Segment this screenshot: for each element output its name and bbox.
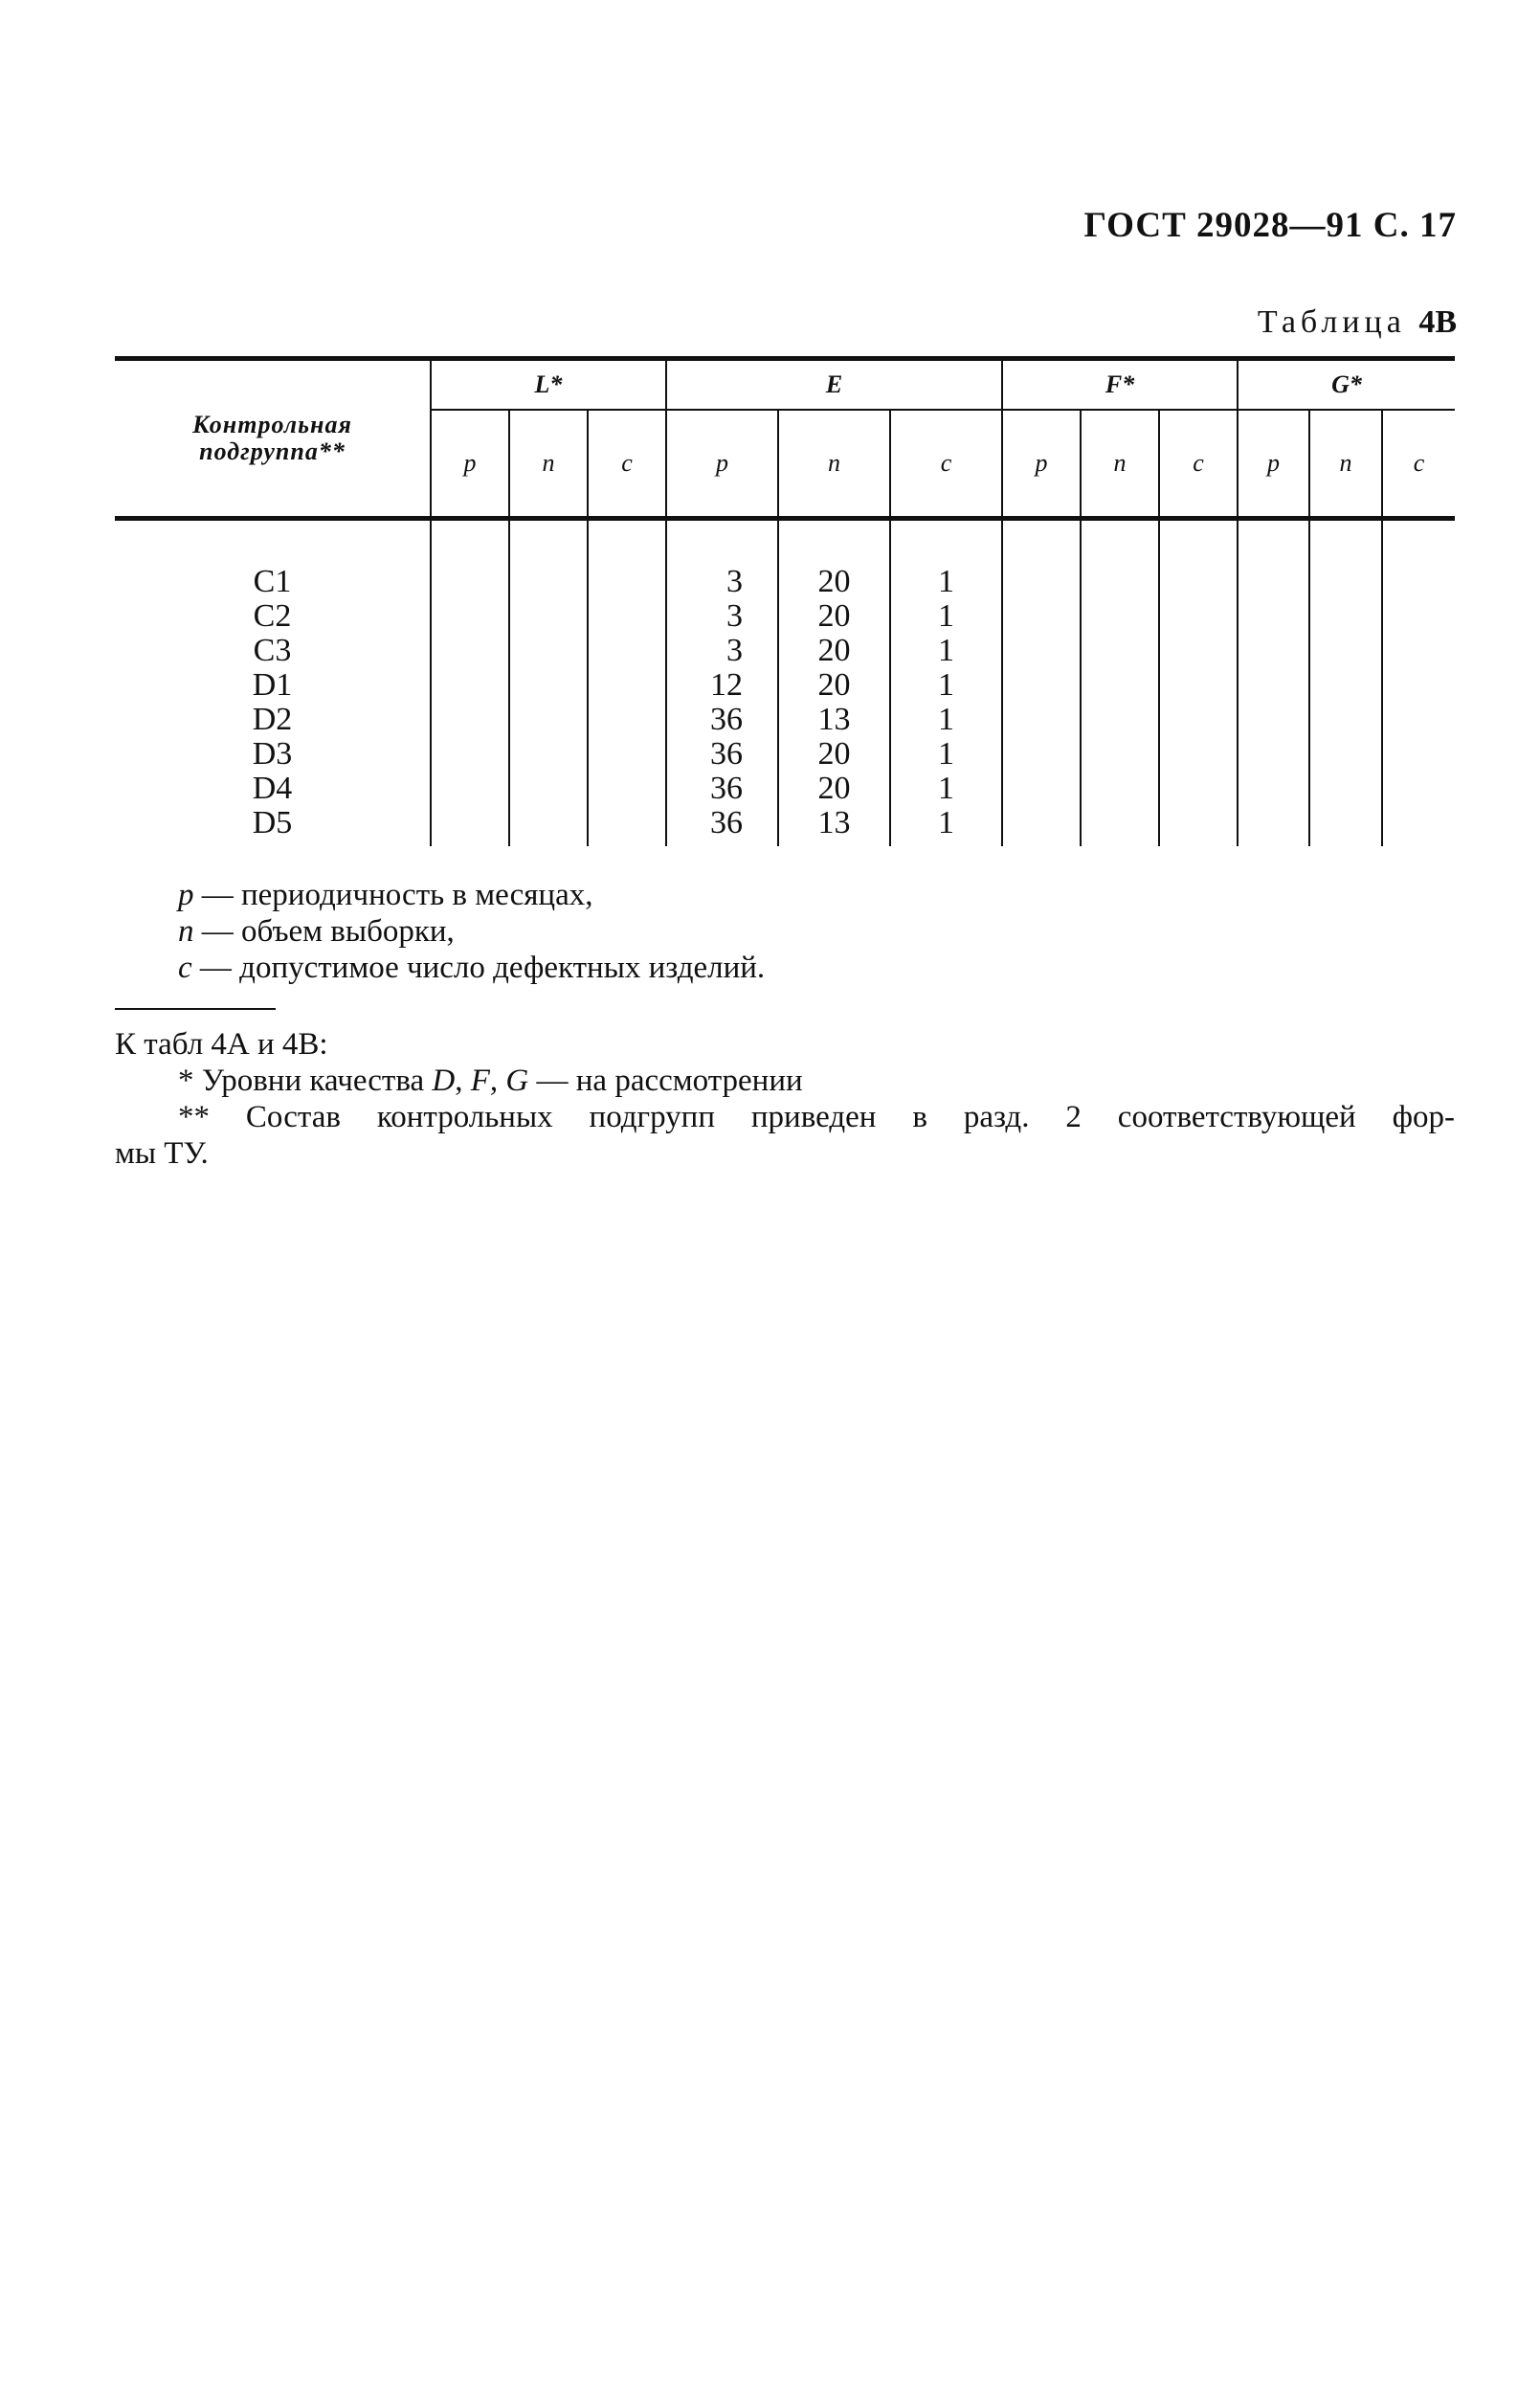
cell-e-n: 20 (778, 519, 890, 600)
cell-e-c: 1 (890, 737, 1002, 772)
cell-e-p: 36 (666, 806, 778, 846)
row-label: D4 (252, 771, 293, 806)
subcol-e-n: n (778, 410, 890, 519)
cell-e-p: 3 (666, 599, 778, 634)
row-label: C3 (253, 633, 292, 668)
table-4b (115, 356, 1455, 846)
footnote-2-line2: мы ТУ. (115, 1136, 209, 1171)
table-row (115, 668, 1455, 703)
footnote-1: * Уровни качества D, F, G — на рассмотрении (178, 1064, 803, 1098)
group-header-e: E (666, 359, 1002, 411)
table-row (115, 519, 1455, 600)
subcol-l-p: p (431, 410, 509, 519)
cell-e-p: 36 (666, 703, 778, 737)
cell-e-p: 12 (666, 668, 778, 703)
subcol-f-c: c (1159, 410, 1238, 519)
cell-e-c: 1 (890, 703, 1002, 737)
cell-e-c: 1 (890, 634, 1002, 668)
table-caption-number: 4В (1418, 304, 1457, 340)
cell-e-n: 20 (778, 599, 890, 634)
legend-item-p: p — периодичность в месяцах, (178, 878, 593, 912)
group-header-g: G* (1238, 359, 1455, 411)
subcol-g-p: p (1238, 410, 1309, 519)
row-label: D1 (252, 667, 293, 703)
cell-e-n: 13 (778, 703, 890, 737)
legend-item-n: n — объем выборки, (178, 914, 455, 949)
table-row (115, 772, 1455, 806)
cell-e-n: 20 (778, 668, 890, 703)
table-row (115, 703, 1455, 737)
cell-e-n: 20 (778, 772, 890, 806)
subcol-l-c: c (588, 410, 666, 519)
legend-item-c: c — допустимое число дефектных изделий. (178, 951, 766, 985)
cell-e-p: 3 (666, 519, 778, 600)
table-row (115, 737, 1455, 772)
subcol-g-n: n (1309, 410, 1382, 519)
cell-e-c: 1 (890, 806, 1002, 846)
row-header-line1: Контрольная (192, 411, 352, 438)
group-header-f: F* (1002, 359, 1238, 411)
subcol-e-c: c (890, 410, 1002, 519)
cell-e-c: 1 (890, 668, 1002, 703)
footnotes (115, 1026, 1455, 1172)
cell-e-p: 36 (666, 772, 778, 806)
subcol-g-c: c (1382, 410, 1455, 519)
cell-e-p: 3 (666, 634, 778, 668)
footnotes-heading: К табл 4А и 4В: (115, 1027, 328, 1062)
row-header (115, 359, 431, 519)
cell-e-p: 36 (666, 737, 778, 772)
subcol-f-p: p (1002, 410, 1081, 519)
table-caption (1258, 304, 1457, 341)
row-label: D2 (252, 702, 293, 737)
row-label: C2 (253, 598, 292, 634)
cell-e-n: 13 (778, 806, 890, 846)
table-caption-word: Таблица (1257, 304, 1406, 340)
subcol-e-p: p (666, 410, 778, 519)
footnote-divider (115, 1008, 276, 1010)
cell-e-n: 20 (778, 634, 890, 668)
subcol-l-n: n (509, 410, 588, 519)
cell-e-c: 1 (890, 599, 1002, 634)
table-row (115, 599, 1455, 634)
group-header-l: L* (431, 359, 666, 411)
row-label: D3 (252, 736, 293, 772)
cell-e-c: 1 (890, 519, 1002, 600)
footnote-2-line1: ** Состав контрольных подгрупп приведен в разд. 2 соответствующей фор- (178, 1100, 1455, 1134)
page-header: ГОСТ 29028—91 С. 17 (1083, 206, 1457, 245)
row-header-line2: подгруппа** (199, 437, 346, 465)
row-label: C1 (253, 564, 292, 599)
table-row (115, 634, 1455, 668)
subcol-f-n: n (1081, 410, 1159, 519)
cell-e-c: 1 (890, 772, 1002, 806)
table-row (115, 806, 1455, 846)
legend (178, 877, 765, 986)
row-label: D5 (252, 805, 293, 840)
cell-e-n: 20 (778, 737, 890, 772)
